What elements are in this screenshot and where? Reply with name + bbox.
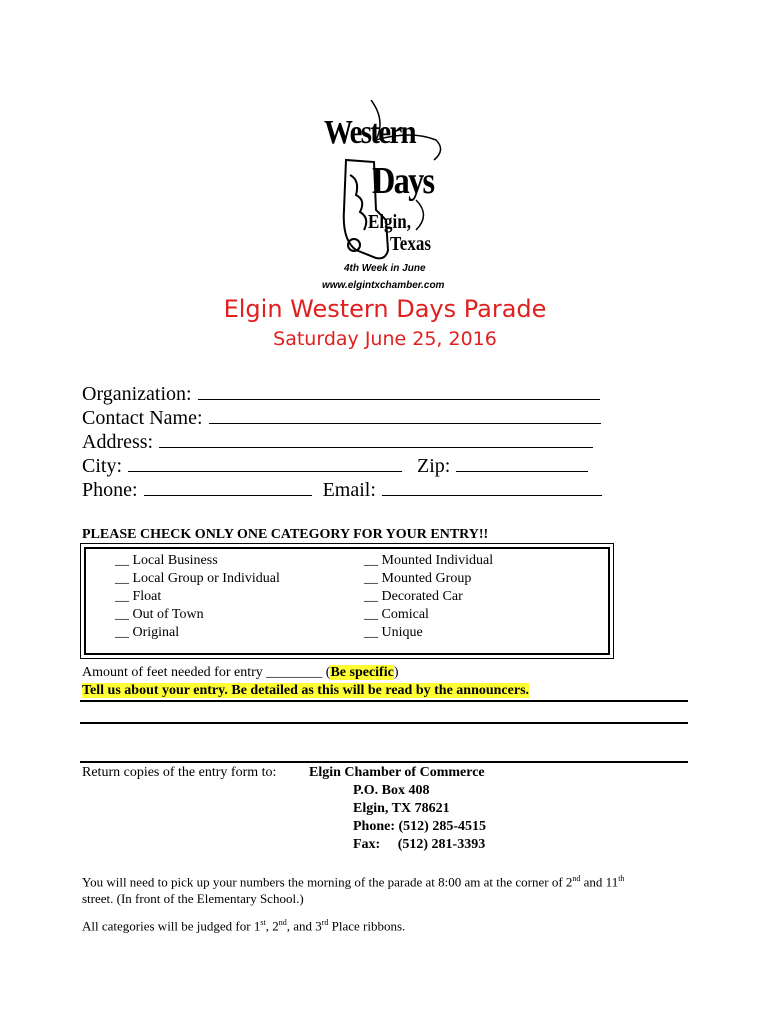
logo-western: Western: [324, 114, 415, 151]
tell-us-text: Tell us about your entry. Be detailed as this will be read by the announcers.: [82, 683, 530, 698]
category-out-of-town[interactable]: __ Out of Town: [115, 607, 204, 622]
category-unique[interactable]: __ Unique: [364, 625, 423, 640]
return-city: Elgin, TX 78621: [353, 801, 450, 816]
feet-label: Amount of feet needed for entry ________ (: [82, 665, 331, 680]
category-heading: PLEASE CHECK ONLY ONE CATEGORY FOR YOUR ENTRY!!: [82, 527, 489, 542]
judging-paragraph: [82, 914, 682, 934]
description-line-1[interactable]: [80, 700, 688, 702]
category-local-group[interactable]: __ Local Group or Individual: [115, 571, 280, 586]
contact-field[interactable]: [82, 405, 601, 430]
judging-text-2: , 2: [265, 918, 279, 934]
category-mounted-group[interactable]: __ Mounted Group: [364, 571, 472, 586]
feet-line[interactable]: [82, 665, 398, 681]
city-zip-field[interactable]: [82, 453, 588, 478]
category-mounted-individual[interactable]: __ Mounted Individual: [364, 553, 494, 568]
address-line[interactable]: [159, 429, 593, 448]
judging-sup-3: rd: [321, 918, 329, 927]
feet-close: ): [393, 665, 399, 680]
zip-label: Zip:: [417, 455, 451, 477]
parade-date: Saturday June 25, 2016: [273, 328, 497, 350]
phone-label: Phone:: [82, 479, 138, 501]
contact-label: Contact Name:: [82, 407, 203, 429]
pickup-sup-2: th: [618, 874, 625, 883]
judging-text-3: , and 3: [286, 918, 322, 934]
pickup-sup-1: nd: [572, 874, 581, 883]
email-line[interactable]: [382, 477, 602, 496]
city-line[interactable]: [128, 453, 402, 472]
pickup-text-1: You will need to pick up your numbers the morning of the parade at 8:00 am at the corner of 2: [82, 874, 573, 890]
category-local-business[interactable]: __ Local Business: [115, 553, 218, 568]
return-org: Elgin Chamber of Commerce: [309, 765, 485, 780]
organization-label: Organization:: [82, 383, 192, 405]
logo-days: Days: [372, 160, 434, 202]
return-label: Return copies of the entry form to:: [82, 765, 277, 780]
be-specific: Be specific: [330, 665, 394, 680]
organization-line[interactable]: [198, 381, 600, 400]
tell-us-line: [82, 683, 529, 699]
parade-title: Elgin Western Days Parade: [223, 295, 547, 323]
organization-field[interactable]: [82, 381, 600, 406]
pickup-text-2: and 11: [580, 874, 619, 890]
return-box: P.O. Box 408: [353, 783, 430, 798]
phone-email-field[interactable]: [82, 477, 602, 502]
email-label: Email:: [322, 479, 376, 501]
logo-texas: Texas: [390, 233, 431, 255]
pickup-text-3: street. (In front of the Elementary School.): [82, 891, 304, 907]
judging-text-4: Place ribbons.: [328, 918, 406, 934]
judging-sup-1: st: [260, 918, 266, 927]
judging-text-1: All categories will be judged for 1: [82, 918, 261, 934]
logo-elgin: Elgin,: [368, 211, 411, 233]
category-original[interactable]: __ Original: [115, 625, 180, 640]
city-label: City:: [82, 455, 123, 477]
description-line-3[interactable]: [80, 761, 688, 763]
return-phone: Phone: (512) 285-4515: [353, 819, 486, 834]
contact-line[interactable]: [209, 405, 601, 424]
zip-line[interactable]: [456, 453, 588, 472]
address-label: Address:: [82, 431, 154, 453]
logo-url: www.elgintxchamber.com: [322, 280, 445, 291]
judging-sup-2: nd: [278, 918, 287, 927]
pickup-paragraph: [82, 870, 682, 907]
category-float[interactable]: __ Float: [115, 589, 162, 604]
address-field[interactable]: [82, 429, 593, 454]
description-line-2[interactable]: [80, 722, 688, 724]
western-days-logo: [316, 100, 456, 300]
category-decorated-car[interactable]: __ Decorated Car: [364, 589, 463, 604]
phone-line[interactable]: [144, 477, 312, 496]
return-fax: Fax: (512) 281-3393: [353, 837, 486, 852]
logo-week: 4th Week in June: [344, 263, 426, 274]
category-comical[interactable]: __ Comical: [364, 607, 429, 622]
